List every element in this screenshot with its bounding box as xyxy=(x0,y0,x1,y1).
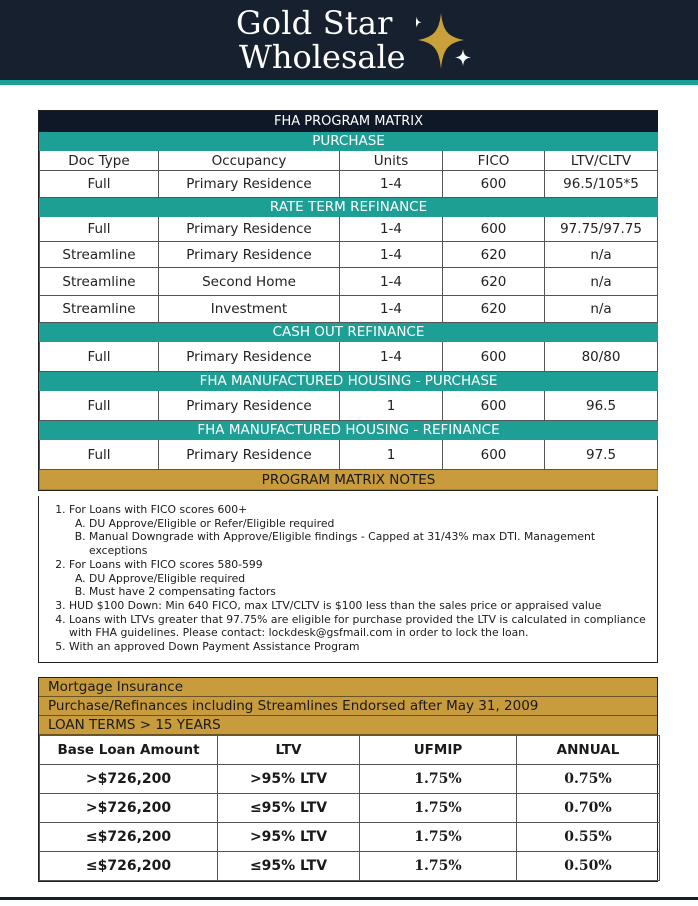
table-cell: 1 xyxy=(340,440,443,470)
mi-cell: >95% LTV xyxy=(218,823,360,852)
mi-rate-table xyxy=(39,735,660,881)
program-matrix-notes xyxy=(38,496,658,663)
table-cell: Full xyxy=(40,391,159,421)
table-cell: Streamline xyxy=(40,296,159,323)
section-title: FHA MANUFACTURED HOUSING - REFINANCE xyxy=(40,421,658,440)
note-subitem: B. Must have 2 compensating factors xyxy=(89,585,647,599)
mi-row xyxy=(40,765,660,794)
mi-cell: 1.75% xyxy=(360,794,517,823)
table-cell: Streamline xyxy=(40,268,159,296)
table-cell: 97.5 xyxy=(545,440,658,470)
note-text: With an approved Down Payment Assistance Program xyxy=(69,640,360,654)
table-cell: 1 xyxy=(340,391,443,421)
matrix-title-row xyxy=(40,112,658,132)
section-header-row xyxy=(40,132,658,151)
table-row xyxy=(40,342,658,372)
header-teal-stripe xyxy=(0,80,698,85)
table-cell: Full xyxy=(40,217,159,242)
note-item xyxy=(69,613,647,640)
mi-cell: ≤95% LTV xyxy=(218,852,360,881)
mi-subtitle: Purchase/Refinances including Streamlines Endorsed after May 31, 2009 xyxy=(39,697,657,716)
table-row xyxy=(40,268,658,296)
table-cell: 600 xyxy=(443,440,545,470)
table-cell: 620 xyxy=(443,296,545,323)
mi-cell: >95% LTV xyxy=(218,765,360,794)
table-cell: Full xyxy=(40,171,159,198)
note-text: For Loans with FICO scores 600+ xyxy=(69,503,248,516)
table-cell: 600 xyxy=(443,342,545,372)
table-row xyxy=(40,391,658,421)
table-cell: 96.5 xyxy=(545,391,658,421)
column-header: Occupancy xyxy=(159,151,340,171)
notes-title: PROGRAM MATRIX NOTES xyxy=(40,470,658,490)
note-text: For Loans with FICO scores 580-599 xyxy=(69,557,263,571)
table-cell: n/a xyxy=(545,268,658,296)
mi-loan-terms: LOAN TERMS > 15 YEARS xyxy=(39,716,657,735)
table-cell: Investment xyxy=(159,296,340,323)
table-row xyxy=(40,242,658,268)
table-row xyxy=(40,296,658,323)
notes-header-row xyxy=(40,470,658,490)
note-text: Loans with LTVs greater that 97.75% are eligible for purchase provided the LTV is calculated in compliance with FHA guidelines. Please contact: lockdesk@gsfmail.com in order to lock the loan. xyxy=(69,612,646,640)
section-title: FHA MANUFACTURED HOUSING - PURCHASE xyxy=(40,372,658,391)
table-cell: 600 xyxy=(443,171,545,198)
table-cell: 600 xyxy=(443,391,545,421)
table-cell: 97.75/97.75 xyxy=(545,217,658,242)
table-cell: Primary Residence xyxy=(159,242,340,268)
section-header-row xyxy=(40,372,658,391)
note-subitem: A. DU Approve/Eligible or Refer/Eligible required xyxy=(89,517,647,531)
logo-line-2: Wholesale xyxy=(239,38,406,76)
note-sublist xyxy=(69,517,647,558)
note-sublist xyxy=(69,572,647,599)
mi-row xyxy=(40,823,660,852)
mi-column-header: UFMIP xyxy=(360,736,517,765)
note-item xyxy=(69,558,647,599)
mi-cell: ≤95% LTV xyxy=(218,794,360,823)
column-header: Units xyxy=(340,151,443,171)
column-header-row xyxy=(40,151,658,171)
table-cell: 1-4 xyxy=(340,217,443,242)
table-cell: n/a xyxy=(545,242,658,268)
header-bar xyxy=(0,0,698,80)
section-header-row xyxy=(40,421,658,440)
notes-list xyxy=(49,503,647,654)
table-cell: 620 xyxy=(443,268,545,296)
table-cell: 1-4 xyxy=(340,296,443,323)
table-row xyxy=(40,217,658,242)
table-cell: Primary Residence xyxy=(159,342,340,372)
mi-cell: ≤$726,200 xyxy=(40,852,218,881)
section-header-row xyxy=(40,198,658,217)
gold-star-icon xyxy=(416,7,476,73)
mi-cell: 1.75% xyxy=(360,852,517,881)
mi-cell: 1.75% xyxy=(360,765,517,794)
note-text: HUD $100 Down: Min 640 FICO, max LTV/CLTV is $100 less than the sales price or appraised value xyxy=(69,598,602,612)
gold-star-wholesale-logo xyxy=(236,4,476,76)
section-title: PURCHASE xyxy=(40,132,658,151)
table-cell: Streamline xyxy=(40,242,159,268)
table-cell: 80/80 xyxy=(545,342,658,372)
table-cell: Primary Residence xyxy=(159,217,340,242)
note-item xyxy=(69,503,647,558)
footer-rule xyxy=(0,897,698,900)
table-cell: 1-4 xyxy=(340,242,443,268)
mi-cell: 0.70% xyxy=(517,794,660,823)
table-cell: Second Home xyxy=(159,268,340,296)
column-header: FICO xyxy=(443,151,545,171)
mi-row xyxy=(40,794,660,823)
note-item xyxy=(69,599,647,613)
mi-header-row xyxy=(40,736,660,765)
table-cell: Primary Residence xyxy=(159,391,340,421)
table-row xyxy=(40,171,658,198)
mi-column-header: ANNUAL xyxy=(517,736,660,765)
mi-cell: >$726,200 xyxy=(40,765,218,794)
mi-cell: 0.55% xyxy=(517,823,660,852)
table-cell: Full xyxy=(40,440,159,470)
mi-cell: >$726,200 xyxy=(40,794,218,823)
table-cell: Primary Residence xyxy=(159,440,340,470)
section-title: RATE TERM REFINANCE xyxy=(40,198,658,217)
mortgage-insurance-table xyxy=(38,677,658,882)
table-cell: Full xyxy=(40,342,159,372)
column-header: LTV/CLTV xyxy=(545,151,658,171)
column-header: Doc Type xyxy=(40,151,159,171)
table-cell: 620 xyxy=(443,242,545,268)
table-cell: n/a xyxy=(545,296,658,323)
note-item xyxy=(69,640,647,654)
note-subitem: B. Manual Downgrade with Approve/Eligible findings - Capped at 31/43% max DTI. Management exceptions xyxy=(89,530,647,557)
note-subitem: A. DU Approve/Eligible required xyxy=(89,572,647,586)
mi-cell: ≤$726,200 xyxy=(40,823,218,852)
fha-program-matrix xyxy=(38,110,658,491)
logo-line-1: Gold Star xyxy=(236,4,393,42)
mi-column-header: Base Loan Amount xyxy=(40,736,218,765)
table-cell: 1-4 xyxy=(340,171,443,198)
mi-row xyxy=(40,852,660,881)
mi-cell: 0.75% xyxy=(517,765,660,794)
table-row xyxy=(40,440,658,470)
table-cell: 1-4 xyxy=(340,342,443,372)
matrix-title: FHA PROGRAM MATRIX xyxy=(40,112,658,132)
table-cell: 1-4 xyxy=(340,268,443,296)
mi-title: Mortgage Insurance xyxy=(39,678,657,697)
table-cell: 600 xyxy=(443,217,545,242)
section-title: CASH OUT REFINANCE xyxy=(40,323,658,342)
table-cell: Primary Residence xyxy=(159,171,340,198)
mi-cell: 1.75% xyxy=(360,823,517,852)
mi-column-header: LTV xyxy=(218,736,360,765)
section-header-row xyxy=(40,323,658,342)
mi-cell: 0.50% xyxy=(517,852,660,881)
matrix-table xyxy=(39,111,658,490)
table-cell: 96.5/105*5 xyxy=(545,171,658,198)
